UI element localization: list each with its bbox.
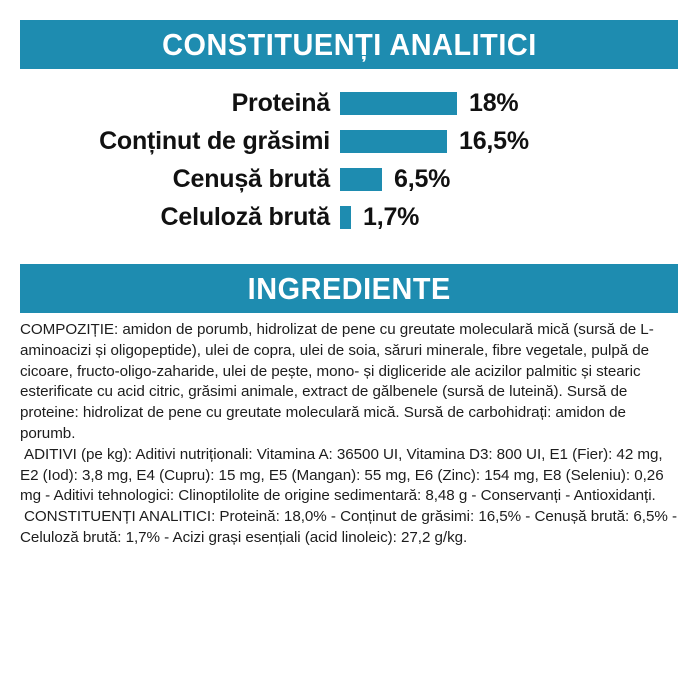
ingredients-paragraph-additives: ADITIVI (pe kg): Aditivi nutriționali: Vitamina A: 36500 UI, Vitamina D3: 800 UI, E1 (Fier): 42 mg, E2 (Iod): 3,8 mg, E4 (Cupru): 15 mg, E5 (Mangan): 55 mg, E6 (Zinc): 154 mg, E8 (Seleniu): 0,26 mg - Aditivi tehnologici: Clinoptilolite de origine sedimentară: 8,48 g - Conservanți - Antioxidanți. [20, 445, 664, 505]
bar-track [340, 127, 529, 156]
bar-track [340, 165, 450, 194]
bar-fill [340, 206, 351, 229]
ingredients-text-block [20, 320, 680, 549]
bar-label: Celuloză brută [160, 202, 330, 231]
bar-label: Cenușă brută [172, 164, 330, 193]
bar-label: Conținut de grăsimi [99, 126, 330, 155]
bar-row [0, 160, 700, 198]
constituents-banner-title: CONSTITUENȚI ANALITICI [161, 27, 537, 62]
bar-label: Proteină [231, 88, 330, 117]
bar-fill [340, 168, 382, 191]
bar-fill [340, 130, 447, 153]
bar-row [0, 84, 700, 122]
bar-track [340, 89, 518, 118]
constituents-bar-chart [0, 84, 700, 236]
ingredients-paragraph-composition: COMPOZIȚIE: amidon de porumb, hidrolizat de pene cu greutate moleculară mică (sursă de L-aminoacizi și oligopeptide), ulei de copra, ulei de soia, săruri minerale, fibre vegetale, pulpă de cicoare, fructo-oligo-zaharide, ulei de pește, mono- și digliceride ale acizilor palmitic și stearic esterificate cu acid citric, grăsimi animale, extract de gălbenele (sursă de luteină). Sursă de proteine: hidrolizat de pene cu greutate moleculară mică. Sursă de carbohidrați: amidon de porumb. [20, 321, 654, 442]
bar-value: 16,5% [459, 126, 529, 155]
bar-row [0, 122, 700, 160]
bar-value: 1,7% [363, 202, 420, 231]
bar-track [340, 203, 419, 232]
bar-fill [340, 92, 457, 115]
ingredients-paragraph-constituents: CONSTITUENȚI ANALITICI: Proteină: 18,0% - Conținut de grăsimi: 16,5% - Cenușă brută: 6,5% - Celuloză brută: 1,7% - Acizi grași esențiali (acid linoleic): 27,2 g/kg. [20, 508, 677, 546]
ingredients-banner-title: INGREDIENTE [247, 271, 451, 306]
section-banner-constituents [20, 20, 678, 69]
bar-value: 6,5% [394, 164, 451, 193]
bar-row [0, 198, 700, 236]
bar-value: 18% [469, 88, 519, 117]
section-banner-ingredients [20, 264, 678, 313]
